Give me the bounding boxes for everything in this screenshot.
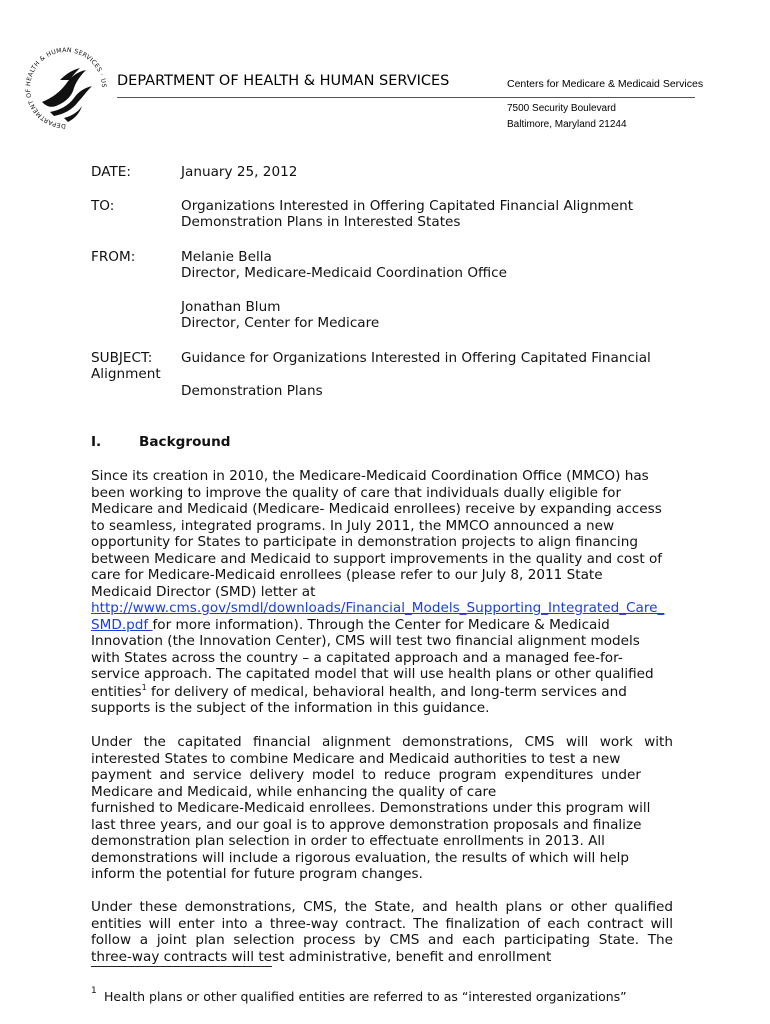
p1-line: with States across the country – a capitated approach and a managed fee-for- [91, 649, 623, 666]
p1-link-continuation-line [91, 617, 610, 634]
agency-name: Centers for Medicare & Medicaid Services [507, 78, 704, 90]
seal-text: DEPARTMENT OF HEALTH & HUMAN SERVICES · US [25, 46, 108, 130]
to-label: TO: [91, 198, 115, 214]
p1-line: supports is the subject of the information in this guidance. [91, 700, 490, 716]
p2-line: interested States to combine Medicare and Medicaid authorities to test a new [91, 750, 621, 767]
subject-label: SUBJECT: [91, 350, 153, 366]
p1-line: been working to improve the quality of care that individuals dually eligible for [91, 484, 622, 501]
to-line-1: Organizations Interested in Offering Capitated Financial Alignment [181, 198, 634, 214]
letterhead-divider [117, 97, 695, 98]
p1-line: care for Medicare-Medicaid enrollees (please refer to our July 8, 2011 State [91, 567, 603, 583]
p1-after-link: for more information). Through the Center for Medicare & Medicaid [152, 616, 610, 633]
p1-entities-line [91, 684, 627, 701]
p2-line: Under the capitated financial alignment demonstrations, CMS will work with [91, 734, 673, 750]
address-city: Baltimore, Maryland 21244 [507, 119, 627, 130]
p1-line: between Medicare and Medicaid to support improvements in the quality and cost of [91, 550, 663, 567]
p2-line: Medicare and Medicaid, while enhancing the quality of care [91, 783, 497, 800]
from-2-title: Director, Center for Medicare [181, 315, 380, 331]
p2-line: payment and service delivery model to reduce program expenditures under [91, 767, 641, 783]
p3-line: Under these demonstrations, CMS, the State, and health plans or other qualified [91, 899, 673, 915]
p3-line: follow a joint plan selection process by CMS and each participating State. The [91, 932, 673, 948]
department-name: DEPARTMENT OF HEALTH & HUMAN SERVICES [117, 73, 450, 89]
section-title: Background [139, 434, 231, 450]
from-2-name: Jonathan Blum [181, 299, 281, 315]
p1-line: to seamless, integrated programs. In July 2011, the MMCO announced a new [91, 517, 615, 534]
p1-line: Innovation (the Innovation Center), CMS will test two financial alignment models [91, 633, 640, 649]
p1-line: service approach. The capitated model that will use health plans or other qualified [91, 666, 654, 682]
p1-line: Medicaid Director (SMD) letter at [91, 583, 316, 600]
address-street: 7500 Security Boulevard [507, 103, 616, 114]
entities-rest: for delivery of medical, behavioral health, and long-term services and [146, 684, 627, 700]
from-label: FROM: [91, 249, 136, 265]
p3-line: entities will enter into a three-way contract. The finalization of each contract will [91, 915, 673, 932]
p2-line: demonstration plan selection in order to effectuate enrollments in 2013. All [91, 833, 605, 849]
smd-letter-link-continued[interactable]: SMD.pdf [91, 616, 153, 633]
subject-line-3: Demonstration Plans [181, 383, 323, 399]
from-1-title: Director, Medicare-Medicaid Coordination Office [181, 265, 508, 281]
smd-letter-link[interactable]: http://www.cms.gov/smdl/downloads/Financial_Models_Supporting_Integrated_Care_ [91, 600, 665, 616]
p2-line: furnished to Medicare-Medicaid enrollees. Demonstrations under this program will [91, 800, 651, 816]
subject-line-1: Guidance for Organizations Interested in Offering Capitated Financial [181, 350, 651, 366]
from-1-name: Melanie Bella [181, 249, 272, 265]
p2-line: inform the potential for future program changes. [91, 866, 423, 882]
p1-line: opportunity for States to participate in demonstration projects to align financing [91, 534, 638, 550]
p1-line: Medicare and Medicaid (Medicare- Medicaid enrollees) receive by expanding access [91, 501, 662, 517]
footnote-divider [91, 966, 272, 967]
p1-line: Since its creation in 2010, the Medicare-Medicaid Coordination Office (MMCO) has [91, 468, 649, 484]
to-line-2: Demonstration Plans in Interested States [181, 214, 461, 230]
date-value: January 25, 2012 [181, 164, 298, 180]
footnote-mark: 1 [91, 986, 97, 996]
p2-line: last three years, and our goal is to approve demonstration proposals and finalize [91, 816, 642, 833]
date-label: DATE: [91, 164, 131, 180]
subject-line-2: Alignment [91, 366, 161, 382]
section-number: I. [91, 434, 102, 450]
svg-text:DEPARTMENT OF HEALTH & HUMAN S [20, 40, 107, 129]
p2-line: demonstrations will include a rigorous evaluation, the results of which will help [91, 849, 630, 866]
p3-line: three-way contracts will test administrative, benefit and enrollment [91, 948, 552, 965]
hhs-seal-logo [20, 40, 112, 136]
entities-word: entities [91, 684, 142, 700]
footnote-reference: 1 [141, 683, 147, 692]
footnote-text: Health plans or other qualified entities are referred to as “interested organizations” [104, 989, 627, 1004]
